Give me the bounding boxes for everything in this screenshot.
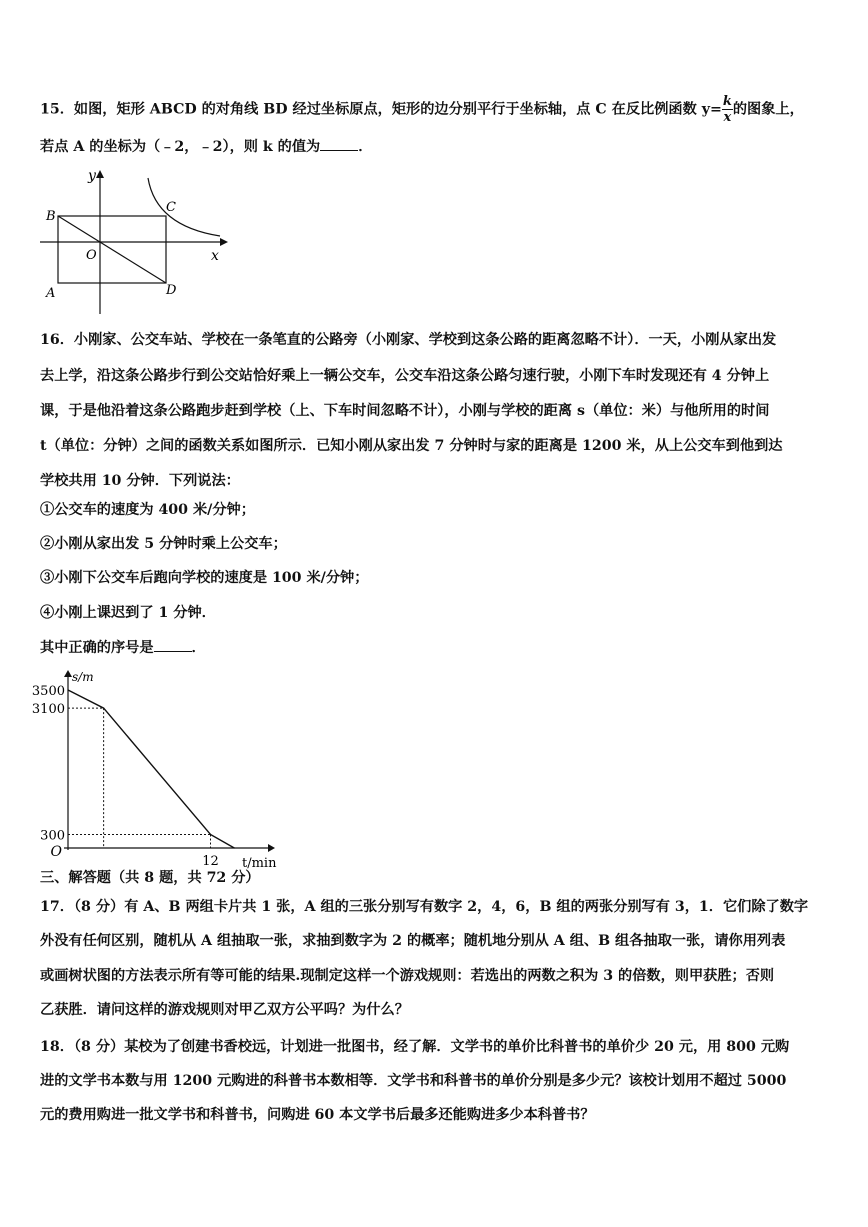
q17-line-1: 17．（8 分）有 A、B 两组卡片共 1 张，A 组的三张分别写有数字 2，4，6，B 组的两张分别写有 3，1．它们除了数字 bbox=[40, 899, 809, 915]
chart-series-line bbox=[68, 690, 234, 848]
q15-figure bbox=[36, 168, 236, 318]
q15-answer-blank bbox=[320, 136, 358, 151]
q18-line-2: 进的文学书本数与用 1200 元购进的科普书本数相等．文学书和科普书的单价分别是多少元？该校计划用不超过 5000 bbox=[40, 1073, 787, 1089]
chart-origin-label: O bbox=[50, 844, 62, 860]
q15-label-d: D bbox=[166, 283, 177, 298]
q15-label-o: O bbox=[86, 248, 97, 263]
q15-line-2 bbox=[40, 136, 372, 157]
q15-frac-den: x bbox=[723, 110, 732, 125]
q15-label-x: x bbox=[211, 248, 219, 264]
q16-option-4: ④小刚上课迟到了 1 分钟． bbox=[40, 605, 216, 621]
chart-y-tick-label: 300 bbox=[40, 828, 65, 844]
q17-line-3: 或画树状图的方法表示所有等可能的结果.现制定这样一个游戏规则：若选出的两数之积为 3 的倍数，则甲获胜；否则 bbox=[40, 968, 775, 984]
q15-fraction bbox=[722, 94, 733, 125]
q15-x-arrow bbox=[220, 238, 228, 246]
q18-line-3: 元的费用购进一批文学书和科普书，问购进 60 本文学书后最多还能购进多少本科普书？ bbox=[40, 1107, 595, 1123]
q15-y-arrow bbox=[96, 170, 104, 178]
q17-line-4: 乙获胜．请问这样的游戏规则对甲乙双方公平吗？为什么？ bbox=[40, 1002, 409, 1018]
q15-label-c: C bbox=[166, 200, 176, 215]
q15-text-a: 15．如图，矩形 ABCD 的对角线 BD 经过坐标原点，矩形的边分别平行于坐标轴，点 C 在反比例函数 y= bbox=[40, 101, 722, 118]
q15-line2-a: 若点 A 的坐标为（﹣2，﹣2），则 k 的值为 bbox=[40, 139, 321, 155]
q15-diagonal-bd bbox=[58, 216, 166, 283]
q16-line-1: 16．小刚家、公交车站、学校在一条笔直的公路旁（小刚家、学校到这条公路的距离忽略不计）．一天，小刚从家出发 bbox=[40, 332, 777, 348]
chart-y-tick-label: 3500 bbox=[31, 684, 65, 700]
q17-line-2: 外没有任何区别，随机从 A 组抽取一张，求抽到数字为 2 的概率；随机地分别从 A 组、B 组各抽取一张，请你用列表 bbox=[40, 933, 786, 949]
q16-line-4: t（单位：分钟）之间的函数关系如图所示．已知小刚从家出发 7 分钟时与家的距离是 1200 米，从上公交车到他到达 bbox=[40, 438, 783, 454]
q15-label-b: B bbox=[46, 209, 56, 224]
q15-line-1 bbox=[40, 94, 804, 125]
q15-frac-num: k bbox=[722, 94, 732, 109]
q16-line-3: 课，于是他沿着这条公路跑步赶到学校（上、下车时间忽略不计），小刚与学校的距离 s（单位：米）与他所用的时间 bbox=[40, 403, 770, 419]
chart-y-arrow bbox=[64, 670, 72, 677]
q16-answer-a: 其中正确的序号是 bbox=[40, 640, 154, 656]
q16-option-1: ①公交车的速度为 400 米/分钟； bbox=[40, 502, 255, 518]
chart-point bbox=[103, 707, 104, 708]
q15-label-y: y bbox=[88, 168, 96, 184]
q16-line-2: 去上学，沿这条公路步行到公交站恰好乘上一辆公交车，公交车沿这条公路匀速行驶，小刚下车时发现还有 4 分钟上 bbox=[40, 368, 770, 384]
chart-y-axis-label: s/m bbox=[72, 670, 94, 684]
chart-point bbox=[67, 689, 68, 690]
q16-answer-blank bbox=[154, 637, 192, 652]
chart-x-axis-label: t/min bbox=[242, 856, 277, 870]
section-3-title: 三、解答题（共 8 题，共 72 分） bbox=[40, 870, 260, 886]
q15-hyperbola bbox=[148, 178, 220, 236]
q16-answer-b: ． bbox=[191, 640, 206, 656]
chart-point bbox=[234, 847, 235, 848]
q15-line2-b: ． bbox=[358, 139, 373, 155]
q16-answer-line bbox=[40, 637, 206, 658]
chart-x-tick-label: 12 bbox=[202, 854, 219, 869]
q15-text-b: 的图象上， bbox=[732, 101, 804, 118]
chart-y-tick-label: 3100 bbox=[31, 702, 65, 718]
chart-x-arrow bbox=[268, 844, 275, 852]
chart-point bbox=[210, 834, 211, 835]
q18-line-1: 18．（8 分）某校为了创建书香校远，计划进一批图书，经了解．文学书的单价比科普书的单价少 20 元，用 800 元购 bbox=[40, 1039, 790, 1055]
q15-label-a: A bbox=[46, 286, 56, 301]
q16-option-3: ③小刚下公交车后跑向学校的速度是 100 米/分钟； bbox=[40, 570, 369, 586]
q16-option-2: ②小刚从家出发 5 分钟时乘上公交车； bbox=[40, 536, 287, 552]
q16-chart bbox=[30, 665, 290, 870]
q16-line-5: 学校共用 10 分钟．下列说法： bbox=[40, 473, 240, 489]
